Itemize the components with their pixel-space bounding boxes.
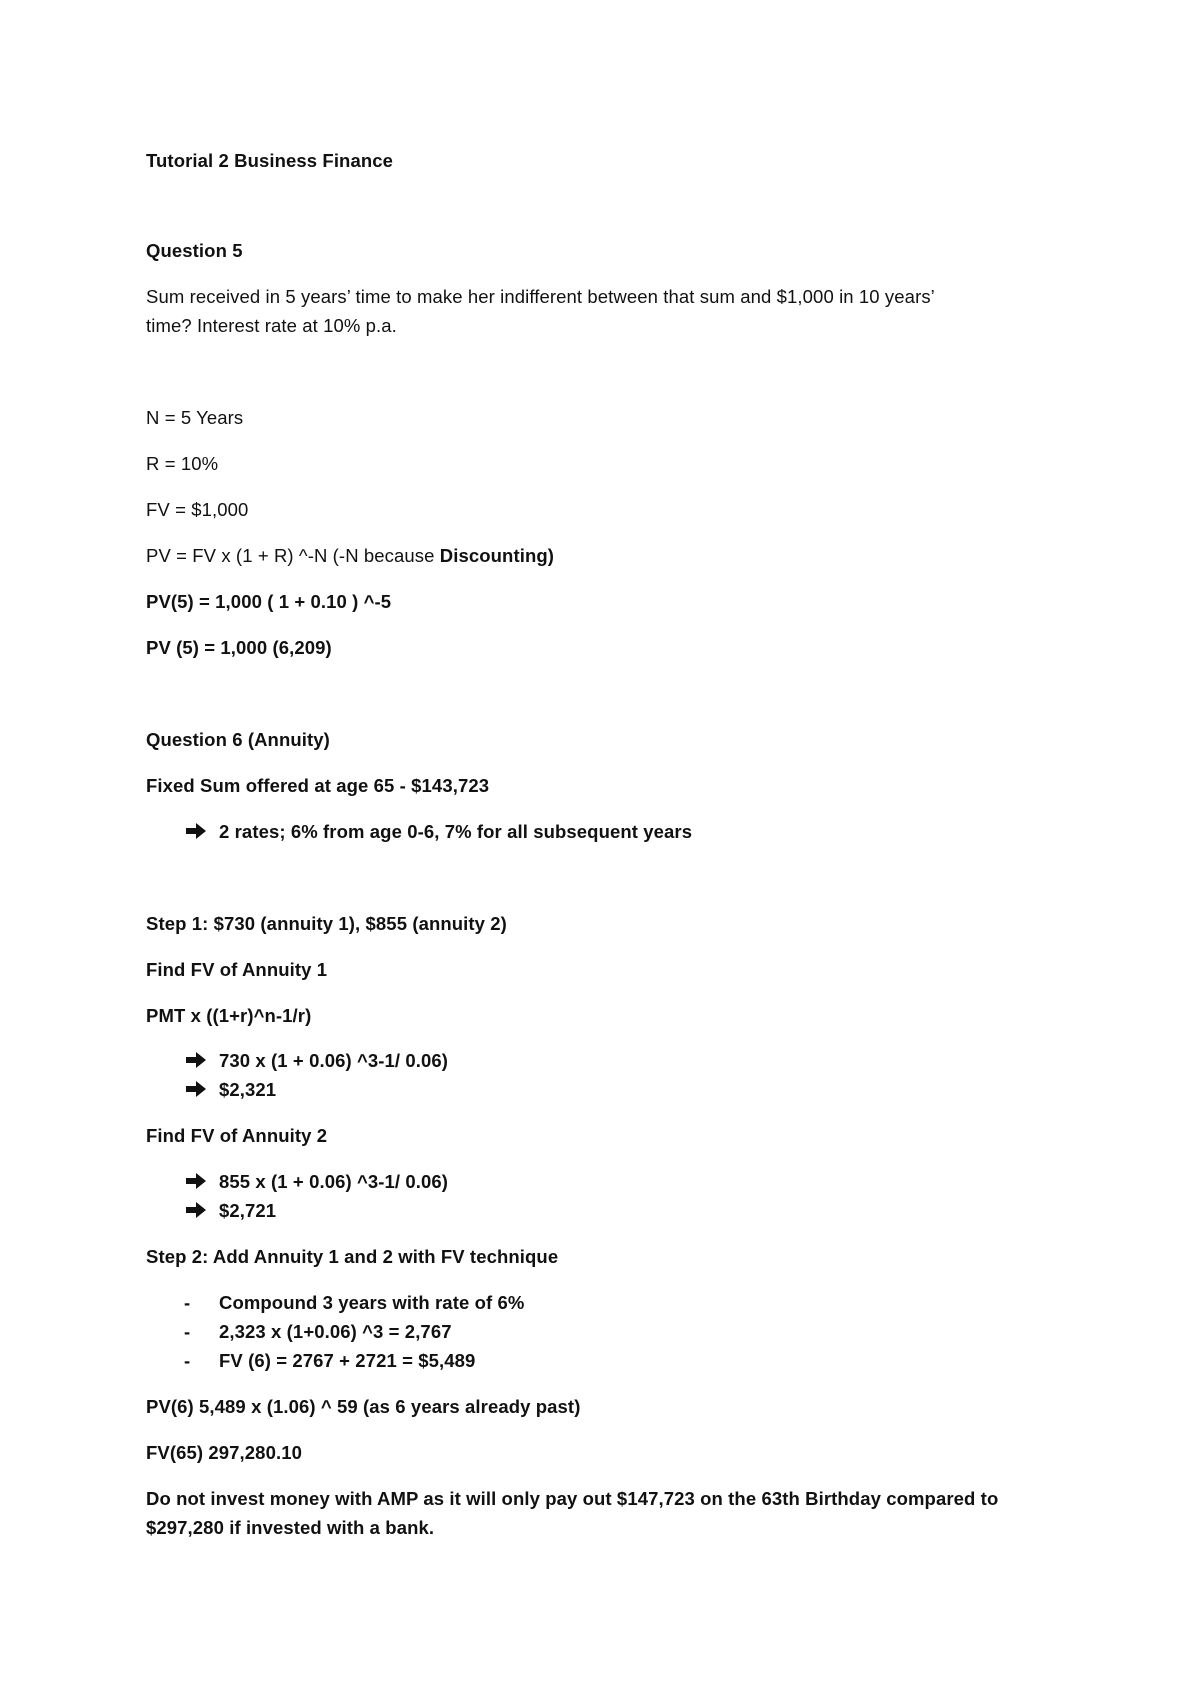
pmt-formula: PMT x ((1+r)^n-1/r) xyxy=(146,1005,312,1026)
fixed-sum: Fixed Sum offered at age 65 - $143,723 xyxy=(146,775,490,796)
conclusion-line-2: $297,280 if invested with a bank. xyxy=(146,1517,435,1538)
document-title: Tutorial 2 Business Finance xyxy=(146,150,394,171)
rates-text: 2 rates; 6% from age 0-6, 7% for all subsequent years xyxy=(219,821,693,842)
dash-bullet: - xyxy=(184,1292,191,1313)
dash-bullet: - xyxy=(184,1350,191,1371)
pv6-calculation: PV(6) 5,489 x (1.06) ^ 59 (as 6 years already past) xyxy=(146,1396,581,1417)
annuity-1-calc: 730 x (1 + 0.06) ^3-1/ 0.06) xyxy=(219,1050,449,1071)
question-6-heading: Question 6 (Annuity) xyxy=(146,729,330,750)
question-5-text-line-2: time? Interest rate at 10% p.a. xyxy=(146,315,397,336)
conclusion-line-1: Do not invest money with AMP as it will only pay out $147,723 on the 63th Birthday compared to xyxy=(146,1488,999,1509)
annuity-1-result: $2,321 xyxy=(219,1079,277,1100)
fv-value: FV = $1,000 xyxy=(146,499,249,520)
pv-formula-discounting: Discounting) xyxy=(439,545,555,566)
step-1: Step 1: $730 (annuity 1), $855 (annuity 2) xyxy=(146,913,507,934)
annuity-2-calc: 855 x (1 + 0.06) ^3-1/ 0.06) xyxy=(219,1171,449,1192)
pv5-result: PV (5) = 1,000 (6,209) xyxy=(146,637,332,658)
pv-formula-text: PV = FV x (1 + R) ^-N (-N because xyxy=(146,545,440,566)
r-value: R = 10% xyxy=(146,453,219,474)
pv-formula xyxy=(146,541,554,570)
fv65-result: FV(65) 297,280.10 xyxy=(146,1442,302,1463)
dash-item-text: FV (6) = 2767 + 2721 = $5,489 xyxy=(219,1350,476,1371)
dash-bullet: - xyxy=(184,1321,191,1342)
question-5-heading: Question 5 xyxy=(146,240,243,261)
dash-item-text: Compound 3 years with rate of 6% xyxy=(219,1292,525,1313)
question-5-text-line-1: Sum received in 5 years’ time to make her indifferent between that sum and $1,000 in 10 years’ xyxy=(146,286,935,307)
pv5-calculation: PV(5) = 1,000 ( 1 + 0.10 ) ^-5 xyxy=(146,591,392,612)
find-fv-annuity-2: Find FV of Annuity 2 xyxy=(146,1125,328,1146)
dash-item-text: 2,323 x (1+0.06) ^3 = 2,767 xyxy=(219,1321,452,1342)
annuity-2-result: $2,721 xyxy=(219,1200,277,1221)
step-2: Step 2: Add Annuity 1 and 2 with FV technique xyxy=(146,1246,559,1267)
n-value: N = 5 Years xyxy=(146,407,244,428)
find-fv-annuity-1: Find FV of Annuity 1 xyxy=(146,959,328,980)
